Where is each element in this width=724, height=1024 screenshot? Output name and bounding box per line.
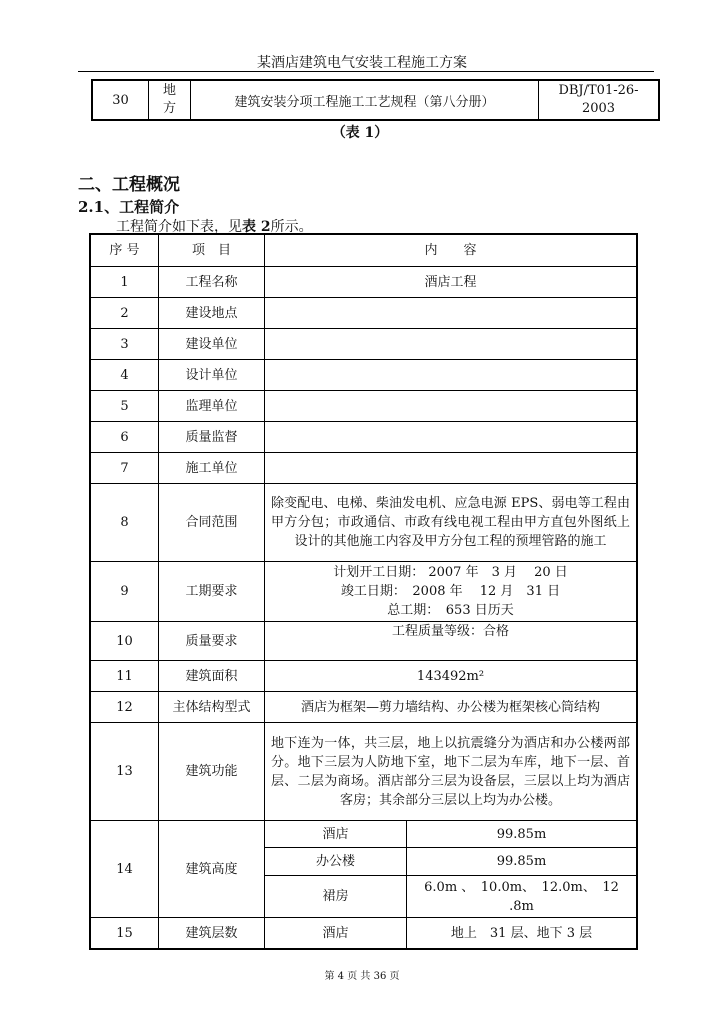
schedule-line: 总工期： 653 日历天: [387, 603, 514, 618]
row-number: 9: [91, 562, 159, 622]
row-number: 4: [91, 360, 159, 391]
row-number: 15: [91, 918, 159, 949]
row-item: 建设单位: [159, 329, 265, 360]
ref-row-number: 30: [93, 81, 149, 120]
document-header-title: 某酒店建筑电气安装工程施工方案: [257, 55, 467, 71]
table1-caption: （表 1）: [331, 125, 389, 141]
table-row: [91, 562, 637, 622]
sub-label: 裙房: [265, 876, 407, 918]
table-row: [91, 391, 637, 422]
row-number: 3: [91, 329, 159, 360]
row-content: [265, 453, 637, 484]
ref-code-line: 2003: [581, 101, 616, 116]
sub-value: 6.0m 、 10.0m、 12.0m、 12 .8m: [407, 876, 637, 918]
table-row: [91, 661, 637, 692]
ref-row-category: [149, 81, 191, 120]
row-content: 除变配电、电梯、柴油发电机、应急电源 EPS、弱电等工程由甲方分包；市政通信、市政有线电视工程由甲方直包外图纸上设计的其他施工内容及甲方分包工程的预埋管路的施工: [265, 484, 637, 562]
ref-row-code: [539, 81, 659, 120]
table-row: [93, 81, 659, 120]
sub-value: 99.85m: [407, 848, 637, 876]
reference-standards-table: [92, 80, 659, 120]
header-cell-no: 序 号: [91, 235, 159, 267]
row-number: 7: [91, 453, 159, 484]
row-item: 施工单位: [159, 453, 265, 484]
row-content: 工程质量等级：合格: [265, 622, 637, 661]
row-number: 8: [91, 484, 159, 562]
intro-prefix: 工程简介如下表，见: [116, 219, 242, 235]
row-content: [265, 329, 637, 360]
ref-category-char: 地: [162, 83, 176, 98]
row-number: 12: [91, 692, 159, 723]
row-content: [265, 360, 637, 391]
header-cell-content: 内 容: [265, 235, 637, 267]
table-row: [91, 298, 637, 329]
row-number: 11: [91, 661, 159, 692]
table-row: [91, 821, 637, 848]
row-content: 酒店为框架—剪力墙结构、办公楼为框架核心筒结构: [265, 692, 637, 723]
table-row: [91, 329, 637, 360]
ref-category-char: 方: [162, 101, 176, 116]
intro-text: [116, 216, 313, 236]
sub-label: 酒店: [265, 918, 407, 949]
sub-value: 99.85m: [407, 821, 637, 848]
schedule-line: 竣工日期： 2008 年 12 月 31 日: [340, 584, 561, 599]
table-row: [91, 422, 637, 453]
sub-label: 办公楼: [265, 848, 407, 876]
project-overview-table: [90, 234, 637, 949]
row-item: 工程名称: [159, 267, 265, 298]
row-content: 酒店工程: [265, 267, 637, 298]
table-row: [91, 692, 637, 723]
table-row: [91, 723, 637, 821]
row-number: 13: [91, 723, 159, 821]
ref-row-name: 建筑安装分项工程施工工艺规程（第八分册）: [191, 81, 539, 120]
page-number-footer: 第 4 页 共 36 页: [324, 971, 400, 982]
table-header-row: [91, 235, 637, 267]
table-row: [91, 622, 637, 661]
header-divider: [78, 71, 654, 72]
row-number: 2: [91, 298, 159, 329]
row-item: 监理单位: [159, 391, 265, 422]
row-number: 5: [91, 391, 159, 422]
row-item: 建设地点: [159, 298, 265, 329]
row-item: 合同范围: [159, 484, 265, 562]
row-content: [265, 562, 637, 622]
row-item: 质量监督: [159, 422, 265, 453]
ref-code-line: DBJ/T01-26-: [558, 83, 639, 98]
row-item: 工期要求: [159, 562, 265, 622]
table-row: [91, 453, 637, 484]
intro-table-ref: 表 2: [242, 219, 271, 235]
row-content: [265, 391, 637, 422]
row-number: 1: [91, 267, 159, 298]
row-item: 设计单位: [159, 360, 265, 391]
section-heading: 二、工程概况: [78, 175, 180, 195]
schedule-line: 计划开工日期： 2007 年 3 月 20 日: [333, 565, 568, 580]
table-row: [91, 360, 637, 391]
row-content: [265, 298, 637, 329]
header-cell-item: 项 目: [159, 235, 265, 267]
row-content: 143492m²: [265, 661, 637, 692]
table-row: [91, 918, 637, 949]
row-item: 建筑高度: [159, 821, 265, 918]
sub-label: 酒店: [265, 821, 407, 848]
row-item: 主体结构型式: [159, 692, 265, 723]
subsection-heading: 2.1、工程简介: [78, 198, 180, 216]
row-number: 10: [91, 622, 159, 661]
sub-value: 地上 31 层、地下 3 层: [407, 918, 637, 949]
row-number: 6: [91, 422, 159, 453]
intro-suffix: 所示。: [270, 219, 313, 235]
table-row: [91, 267, 637, 298]
row-item: 建筑面积: [159, 661, 265, 692]
row-content: 地下连为一体，共三层，地上以抗震缝分为酒店和办公楼两部分。地下三层为人防地下室，地下二层为车库，地下一层、首层、二层为商场。酒店部分三层为设备层，三层以上均为酒店客房；其余部分三层以上均为办公楼。: [265, 723, 637, 821]
row-number: 14: [91, 821, 159, 918]
table-row: [91, 484, 637, 562]
row-item: 质量要求: [159, 622, 265, 661]
row-item: 建筑层数: [159, 918, 265, 949]
row-content: [265, 422, 637, 453]
row-item: 建筑功能: [159, 723, 265, 821]
